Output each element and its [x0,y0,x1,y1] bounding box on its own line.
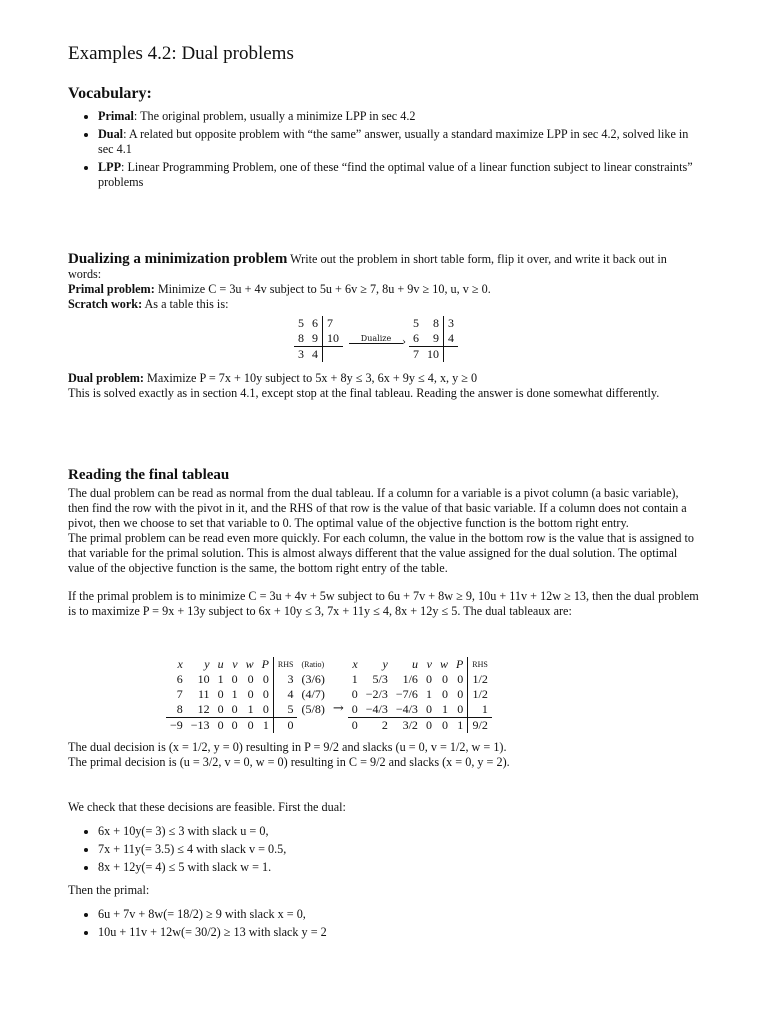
page-title: Examples 4.2: Dual problems [68,43,294,64]
dual-check-list [68,824,700,875]
dual-problem-block [68,371,700,401]
scratch-work: Scratch work: As a table this is: [68,297,229,311]
dualize-tables [294,316,458,362]
dualize-intro-text: Write out the problem in short table form, flip it over, and write it back out in words: [68,252,667,281]
vocabulary-section [68,86,700,193]
dualize-section [68,252,700,312]
final-tableau: x y u v w P RHS 1 5/3 1/6 0 0 0 1/2 0 −2/3 −7/6 1 0 0 1/2 0 −4/3 −4/3 0 1 0 1 0 2 3/2 0 0 1 9/2 [348,657,492,733]
list-item: • 7x + 11y(= 3.5) ≤ 4 with slack v = 0.5, [98,842,700,857]
list-item: • 8x + 12y(= 4) ≤ 5 with slack w = 1. [98,860,700,875]
dual-note: This is solved exactly as in section 4.1, except stop at the final tableau. Reading the answer is done somewhat differently. [68,386,660,400]
section-heading: Dualizing a minimization problem [68,251,288,267]
vocabulary-list [68,109,700,190]
list-item: • 6u + 7v + 8w(= 18/2) ≥ 9 with slack x = 0, [98,907,700,922]
dual-short-table: 5 8 3 6 9 4 7 10 [409,316,458,362]
check-section [68,800,700,943]
list-item: • Dual: A related but opposite problem with “the same” answer, usually a standard maximize LPP in sec 4.2, solved like in sec 4.1 [98,127,700,157]
dual-decision: The dual decision is (x = 1/2, y = 0) resulting in P = 9/2 and slacks (u = 0, v = 1/2, w = 1). [68,740,507,754]
then-primal: Then the primal: [68,883,150,897]
primal-problem: Primal problem: Minimize C = 3u + 4v subject to 5u + 6v ≥ 7, 8u + 9v ≥ 10, u, v ≥ 0. [68,282,491,296]
list-item: • Primal: The original problem, usually a minimize LPP in sec 4.2 [98,109,700,124]
primal-decision: The primal decision is (u = 3/2, v = 0, w = 0) resulting in C = 9/2 and slacks (x = 0, y = 2). [68,755,510,769]
primal-short-table: 5 6 7 8 9 10 3 4 [294,316,343,362]
dualize-intro [68,252,700,282]
reading-section [68,468,700,619]
dual-problem: Dual problem: Maximize P = 7x + 10y subject to 5x + 8y ≤ 3, 6x + 9y ≤ 4, x, y ≥ 0 [68,371,478,385]
reading-paragraph-1: The dual problem can be read as normal from the dual tableau. If a column for a variable is a pivot column (a basic variable), then find the row with the pivot in it, and the RHS of that row is the value of that basic variable. If a column does not contain a pivot, then we choose to set that variable to 0. The optimal value of the objective function is the bottom right entry. [68,486,687,530]
primal-check-list [68,907,700,940]
check-intro: We check that these decisions are feasible. First the dual: [68,800,346,814]
list-item: • 6x + 10y(= 3) ≤ 3 with slack u = 0, [98,824,700,839]
reading-paragraph-3: If the primal problem is to minimize C = 3u + 4v + 5w subject to 6u + 7v + 8w ≥ 9, 10u + 11v + 12w ≥ 13, then the dual problem is to maximize P = 9x + 13y subject to 6x + 10y ≤ 3, 7x + 11y ≤ 4, 8x + 12y ≤ 5. The dual tableaux are: [68,589,699,618]
list-item: • LPP: Linear Programming Problem, one of these “find the optimal value of a linear function subject to linear constraints” problems [98,160,700,190]
dual-tableaux [166,657,492,733]
vocabulary-heading: Vocabulary: [68,85,152,102]
decisions-block [68,740,700,770]
list-item: • 10u + 11v + 12w(= 30/2) ≥ 13 with slack y = 2 [98,925,700,940]
reading-paragraph-2: The primal problem can be read even more quickly. For each column, the value in the bottom row is the value that is assigned to that variable for the primal solution. This is almost always different that the value assigned for the dual solution. The optimal value of the objective function is the same, the bottom right entry of the table. [68,531,695,575]
section-heading: Reading the final tableau [68,467,230,483]
pivot-arrow: → [332,701,344,716]
dualize-arrow: Dualize › [349,334,403,345]
initial-tableau: x y u v w P RHS (Ratio) 6 10 1 0 0 0 3 (3/6) 7 11 0 1 0 0 4 (4/7) 8 12 0 0 1 0 5 (5/8) −9 −13 0 0 0 1 0 [166,657,329,733]
